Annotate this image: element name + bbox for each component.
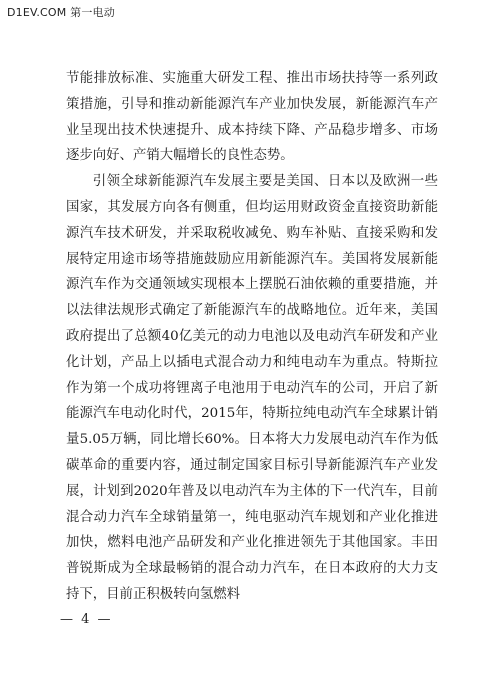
paragraph-1: 节能排放标准、实施重大研发工程、推出市场扶持等一系列政策措施，引导和推动新能源汽车产业加快发展，新能源汽车产业呈现出技术快速提升、成本持续下降、产品稳步增多、市场逐步向好、产销大幅增长的良性态势。: [66, 71, 438, 164]
document-body: [66, 66, 438, 608]
paragraph-2: 引领全球新能源汽车发展主要是美国、日本以及欧洲一些国家，其发展方向各有侧重，但均运用财政资金直接资助新能源汽车技术研发，并采取税收减免、购车补贴、直接采购和发展特定用途市场等措施鼓励应用新能源汽车。美国将发展新能源汽车作为交通领域实现根本上摆脱石油依赖的重要措施，并以法律法规形式确定了新能源汽车的战略地位。近年来，美国政府提出了总额40亿美元的动力电池以及电动汽车研发和产业化计划，产品上以插电式混合动力和纯电动车为重点。特斯拉作为第一个成功将锂离子电池用于电动汽车的公司，开启了新能源汽车电动化时代，2015年，特斯拉纯电动汽车全球累计销量5.05万辆，同比增长60%。日本将大力发展电动汽车作为低碳革命的重要内容，通过制定国家目标引导新能源汽车产业发展，计划到2020年普及以电动汽车为主体的下一代汽车，目前混合动力汽车全球销量第一，纯电驱动汽车规划和产业化推进加快，燃料电池产品研发和产业化推进领先于其他国家。丰田普锐斯成为全球最畅销的混合动力汽车，在日本政府的大力支持下，目前正积极转向氢燃料: [66, 174, 438, 602]
watermark-logo-text: D1EV.COM 第一电动: [7, 6, 115, 19]
page-number: — 4 —: [60, 612, 113, 627]
